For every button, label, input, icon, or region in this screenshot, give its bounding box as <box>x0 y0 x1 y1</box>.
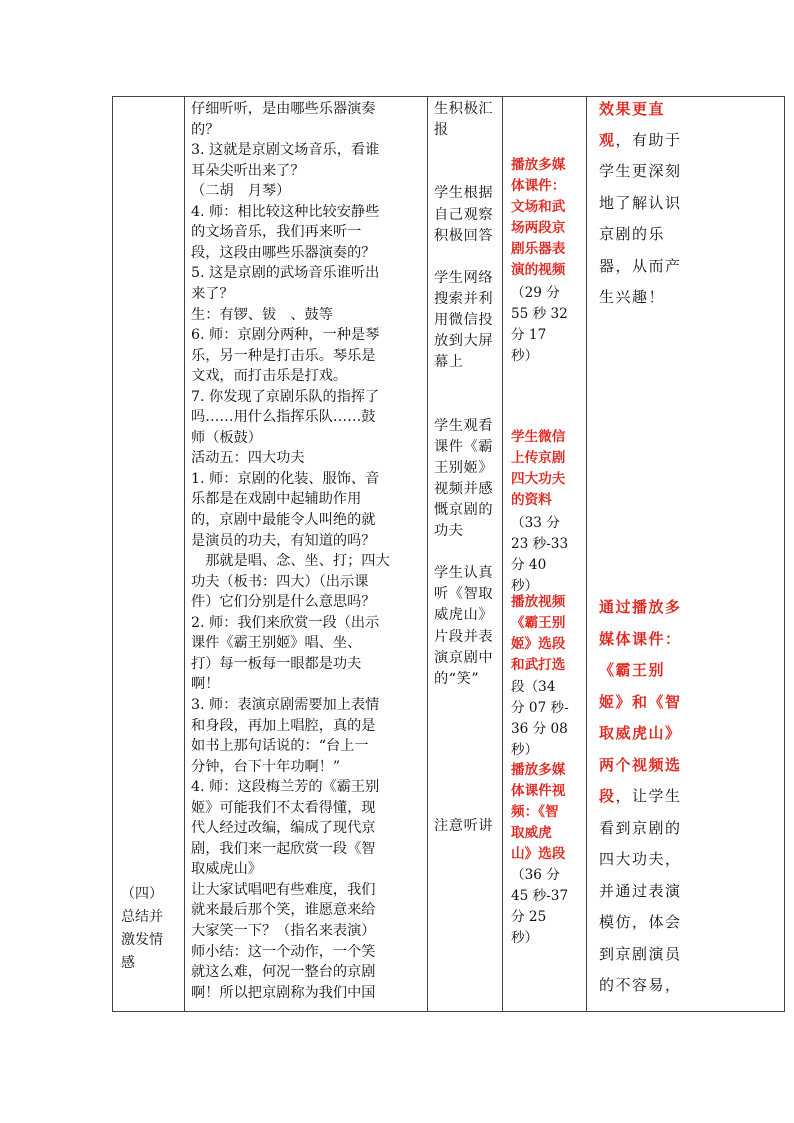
intent-emphasis: 《霸王别 <box>599 661 666 679</box>
teacher-activity-line: 活动五：四大功夫 <box>191 450 305 467</box>
media-line: 取威虎 <box>511 825 552 841</box>
design-intent-line <box>599 256 784 276</box>
media-line: 播放多媒 <box>511 157 566 173</box>
student-activity-line: 片段并表 <box>434 628 494 645</box>
design-intent-cell <box>587 97 785 1012</box>
media-cell <box>503 97 587 1012</box>
media-line: 秒） <box>511 348 539 364</box>
student-activity-line: 搜索并利 <box>434 290 494 307</box>
intent-text: 并通过表演 <box>599 882 682 900</box>
media-line: 55 秒 32 <box>511 306 568 322</box>
teacher-activity-line: 乐都是在戏剧中起辅助作用 <box>191 491 362 508</box>
media-line: 体课件： <box>511 178 566 194</box>
intent-emphasis: 通过播放多 <box>599 598 682 616</box>
student-activity-cell <box>428 97 503 1012</box>
teacher-activity-line: 让大家试唱吧有些难度，我们 <box>191 881 376 898</box>
intent-text: 器，从而产 <box>599 257 682 275</box>
student-activity-line: 的“笑” <box>434 670 480 687</box>
media-line: 23 秒-33 <box>511 536 569 552</box>
student-activity-line: 功夫 <box>434 523 464 539</box>
stage-label-line: （四） <box>121 886 163 902</box>
media-line: （33 分 <box>511 515 560 531</box>
student-activity-line: 用微信投 <box>434 312 494 328</box>
student-activity-line: 积极回答 <box>434 227 494 244</box>
teacher-activity-line: 如书上那句话说的：“台上一 <box>191 738 369 755</box>
teacher-activity-line: 件）它们分别是什么意思吗？ <box>191 594 376 611</box>
media-line: 姬》选段 <box>511 636 566 652</box>
stage-label-line: 总结并 <box>121 909 163 925</box>
teacher-activity-line: （二胡 月琴） <box>191 183 291 200</box>
student-activity-line: 视频并感 <box>434 480 494 497</box>
teacher-activity-line: 吗……用什么指挥乐队……鼓 <box>191 409 376 426</box>
teacher-activity-line: 功夫（板书：四大）（出示课 <box>191 573 369 590</box>
lesson-plan-table <box>112 96 785 1012</box>
media-line: 演的视频 <box>511 262 566 278</box>
teacher-activity-line: 3. 这就是京剧文场音乐，看谁 <box>191 142 380 159</box>
design-intent-line <box>599 881 784 901</box>
media-line: 体课件视 <box>511 783 566 799</box>
teacher-activity-line: 生：有锣、钹 、鼓等 <box>191 306 333 323</box>
teacher-activity-line: 分钟，台下十年功啊！” <box>191 758 341 775</box>
teacher-activity-line: 3. 师：表演京剧需要加上表情 <box>191 696 380 713</box>
teacher-activity-line: 取威虎山》 <box>191 861 262 878</box>
teacher-activity-line: 课件《霸王别姬》唱、坐、 <box>191 635 362 652</box>
student-activity-line: 学生网络 <box>434 269 494 286</box>
design-intent-line <box>599 224 784 244</box>
teacher-activity-cell <box>185 97 428 1012</box>
intent-emphasis: 段 <box>599 787 616 805</box>
teacher-activity-line: 大家笑一下？（指名来表演） <box>191 923 376 939</box>
media-line: 山》选段 <box>511 846 566 862</box>
design-intent-line <box>599 161 784 181</box>
intent-text: 地了解认识 <box>599 194 682 212</box>
media-line: 45 秒-37 <box>511 888 569 904</box>
student-activity-line: 注意听讲 <box>434 818 494 835</box>
design-intent-line <box>599 786 784 806</box>
teacher-activity-line: 文戏，而打击乐是打戏。 <box>191 368 348 385</box>
intent-text: 京剧的乐 <box>599 225 666 243</box>
intent-text: 的不容易， <box>599 976 682 994</box>
media-line: 文场和武 <box>511 199 566 215</box>
design-intent-line <box>599 629 784 649</box>
media-line: 剧乐器表 <box>511 241 566 257</box>
student-activity-line: 幕上 <box>434 354 464 371</box>
media-line: 学生微信 <box>511 429 566 445</box>
teacher-activity-line: 啊！所以把京剧称为我们中国 <box>191 984 376 1001</box>
student-activity-line: 学生认真 <box>434 565 494 582</box>
teacher-activity-line: 师小结：这一个动作，一个笑 <box>191 943 376 960</box>
intent-text: 生兴趣！ <box>599 288 666 306</box>
media-line: 分 07 秒- <box>511 700 569 716</box>
media-line: 秒） <box>511 578 539 594</box>
teacher-activity-line: 5. 这是京剧的武场音乐谁听出 <box>191 265 380 282</box>
teacher-activity-line: 的，京剧中最能令人叫绝的就 <box>191 512 376 528</box>
student-activity-line: 报 <box>434 122 449 139</box>
intent-text: 学生更深刻 <box>599 162 682 180</box>
intent-emphasis: 姬》和《智 <box>599 693 682 711</box>
intent-emphasis: 效果更直 <box>599 100 666 118</box>
teacher-activity-line: 姬》可能我们不太看得懂，现 <box>191 799 376 816</box>
stage-label-line: 感 <box>121 955 135 971</box>
intent-emphasis: 两个视频选 <box>599 756 682 774</box>
teacher-activity-line: 和身段，再加上唱腔，真的是 <box>191 717 376 734</box>
student-activity-line: 听《智取 <box>434 586 494 603</box>
student-activity-line: 自己观察 <box>434 206 494 223</box>
media-line: 分 25 <box>511 909 547 925</box>
intent-text: 到京剧演员 <box>599 945 682 963</box>
media-line: 《霸王别 <box>511 615 566 631</box>
teacher-activity-line: 的文场音乐，我们再来听一 <box>191 224 362 241</box>
intent-text: 模仿，体会 <box>599 913 682 931</box>
teacher-activity-line: 就来最后那个笑，谁愿意来给 <box>191 902 376 919</box>
teacher-activity-line: 的？ <box>191 121 220 138</box>
design-intent-line <box>599 975 784 995</box>
design-intent-line <box>599 818 784 838</box>
teacher-activity-line: 是演员的功夫，有知道的吗？ <box>191 532 376 549</box>
design-intent-line <box>599 912 784 932</box>
intent-text: ，让学生 <box>615 787 682 805</box>
media-line: 段（34 <box>511 679 556 695</box>
media-line: 和武打选 <box>511 657 566 673</box>
teacher-activity-line: 1. 师：京剧的化装、服饰、音 <box>191 470 380 487</box>
design-intent-line <box>599 723 784 743</box>
design-intent-line <box>599 287 784 307</box>
teacher-activity-line: 啊！ <box>191 676 220 693</box>
teacher-activity-line: 乐，另一种是打击乐。琴乐是 <box>191 347 376 364</box>
student-activity-line: 慨京剧的 <box>434 501 494 518</box>
media-line: 播放多媒 <box>511 762 566 778</box>
media-line: 场两段京 <box>511 220 566 236</box>
design-intent-line <box>599 130 784 150</box>
teacher-activity-line: 来了？ <box>191 285 234 302</box>
teacher-activity-line: 7. 你发现了京剧乐队的指挥了 <box>191 388 380 405</box>
teacher-activity-line: 剧，我们来一起欣赏一段《智 <box>191 840 376 857</box>
design-intent-line <box>599 597 784 617</box>
teacher-activity-line: 就这么难，何况一整台的京剧 <box>191 964 376 981</box>
media-line: 秒） <box>511 742 539 758</box>
stage-cell <box>113 97 185 1012</box>
design-intent-line <box>599 99 784 119</box>
teacher-activity-line: 4. 师：这段梅兰芳的《霸王别 <box>191 779 380 796</box>
teacher-activity-line: 代人经过改编，编成了现代京 <box>191 820 376 837</box>
media-line: 秒） <box>511 930 539 946</box>
student-activity-line: 生积极汇 <box>434 101 494 117</box>
teacher-activity-line: 仔细听听，是由哪些乐器演奏 <box>191 101 376 117</box>
intent-text: ，有助于 <box>615 131 682 149</box>
design-intent-line <box>599 849 784 869</box>
media-line: 频：《智 <box>511 804 559 820</box>
teacher-activity-line: 段，这段由哪些乐器演奏的？ <box>191 244 376 261</box>
teacher-activity-line: 2. 师：我们来欣赏一段（出示 <box>191 614 380 631</box>
media-line: 分 17 <box>511 327 547 343</box>
teacher-activity-line: 耳朵尖听出来了？ <box>191 162 305 179</box>
intent-emphasis: 观 <box>599 131 616 149</box>
intent-emphasis: 媒体课件： <box>599 630 682 648</box>
media-line: 播放视频 <box>511 594 566 610</box>
student-activity-line: 威虎山》 <box>434 607 494 624</box>
student-activity-line: 学生根据 <box>434 185 494 202</box>
media-line: 分 40 <box>511 557 547 573</box>
student-activity-line: 演京剧中 <box>434 649 494 666</box>
design-intent-line <box>599 755 784 775</box>
teacher-activity-line: 那就是唱、念、坐、打；四大 <box>191 553 390 570</box>
media-line: （29 分 <box>511 285 560 301</box>
student-activity-line: 放到大屏 <box>434 333 494 350</box>
design-intent-line <box>599 193 784 213</box>
teacher-activity-line: 师（板鼓） <box>191 429 262 446</box>
teacher-activity-line: 4. 师：相比较这种比较安静些 <box>191 203 380 220</box>
stage-label-line: 激发情 <box>121 932 163 948</box>
teacher-activity-line: 打）每一板每一眼都是功夫 <box>191 655 362 672</box>
student-activity-line: 课件《霸 <box>434 438 494 455</box>
media-line: 上传京剧 <box>511 450 566 466</box>
intent-emphasis: 取威虎山》 <box>599 724 682 742</box>
intent-text: 四大功夫， <box>599 850 682 868</box>
teacher-activity-line: 6. 师：京剧分两种，一种是琴 <box>191 327 380 344</box>
intent-text: 看到京剧的 <box>599 819 682 837</box>
design-intent-line <box>599 692 784 712</box>
media-line: （36 分 <box>511 867 560 883</box>
media-line: 36 分 08 <box>511 721 568 737</box>
media-line: 的资料 <box>511 492 552 508</box>
student-activity-line: 王别姬》 <box>434 459 494 476</box>
media-line: 四大功夫 <box>511 471 566 487</box>
student-activity-line: 学生观看 <box>434 417 494 434</box>
design-intent-line <box>599 660 784 680</box>
design-intent-line <box>599 944 784 964</box>
